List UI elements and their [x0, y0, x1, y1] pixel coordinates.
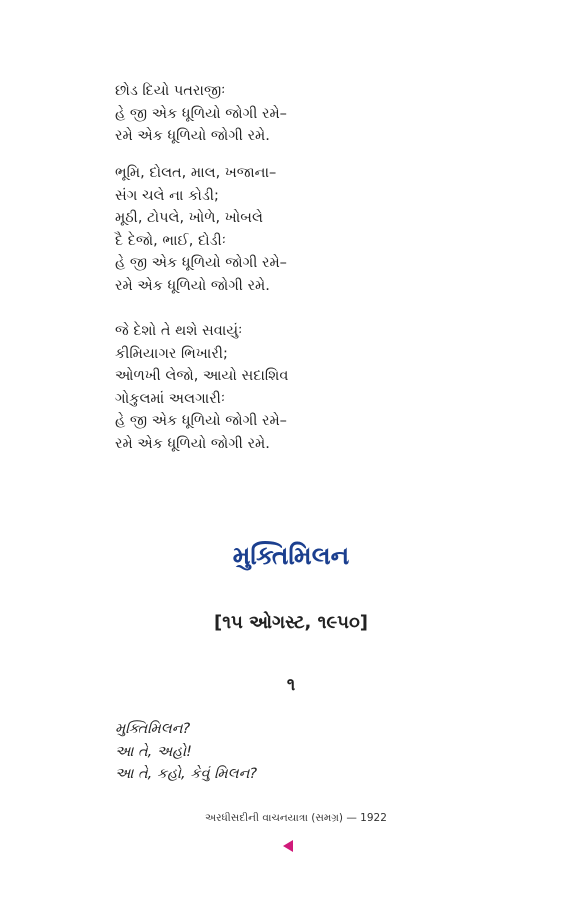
poem-date: [૧૫ ઓગસ્ટ, ૧૯૫૦] [213, 612, 369, 633]
poem-line: રમે એક ધૂળિયો જોગી રમે. [115, 435, 270, 452]
poem-line: છોડ દિયો પતરાજીઃ [115, 83, 226, 99]
poem-line: મુક્તિમિલન? [115, 721, 191, 737]
stanza-next-poem [115, 718, 257, 786]
poem-line: જે દેશો તે થશે સવાયુંઃ [115, 323, 243, 339]
left-triangle-icon[interactable] [283, 840, 293, 852]
stanza-2 [115, 162, 287, 297]
poem-title: મુક્તિમિલન [232, 541, 350, 570]
poem-line: ઓળખી લેજો, આયો સદાશિવ [115, 368, 289, 384]
poem-line: કીમિયાગર ભિખારી; [115, 345, 228, 362]
poem-line: આ તે, અહો! [115, 743, 192, 760]
poem-line: ભૂમિ, દોલત, માલ, ખજાના– [115, 165, 277, 181]
poem-line: આ તે, કહો, કેવું મિલન? [115, 766, 258, 782]
poem-line: સંગ ચલે ના કોડી; [115, 187, 219, 204]
poem-line: ગોકુલમાં અલગારીઃ [115, 390, 226, 407]
section-number: ૧ [286, 675, 296, 695]
stanza-3 [115, 320, 288, 455]
poem-line: દૈ દેજો, ભાઈ, દોડીઃ [115, 232, 226, 249]
poem-line: મૂઠી, ટોપલે, ખોળે, ખોબલે [115, 210, 263, 226]
poem-line: હે જી એક ધૂળિયો જોગી રમે– [115, 413, 287, 429]
poem-line: હે જી એક ધૂળિયો જોગી રમે– [115, 255, 287, 271]
page-footer: અરધીસદીની વાચનયાત્રા (સમગ્ર) — 1922 [205, 812, 387, 824]
poem-line: રમે એક ધૂળિયો જોગી રમે. [115, 277, 270, 294]
stanza-1 [115, 80, 287, 148]
poem-line: રમે એક ધૂળિયો જોગી રમે. [115, 128, 270, 144]
poem-line: હે જી એક ધૂળિયો જોગી રમે– [115, 105, 287, 122]
